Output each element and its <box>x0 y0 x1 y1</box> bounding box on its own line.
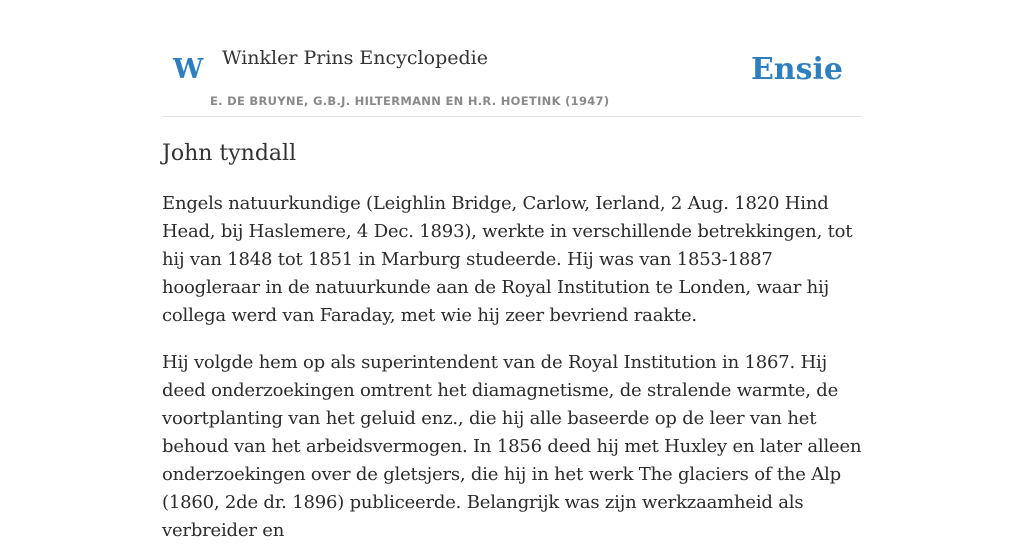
article-title: John tyndall <box>162 141 297 166</box>
article-paragraph-2: Hij volgde hem op als superintendent van de Royal Institution in 1867. Hij deed onderzoekingen omtrent het diamagnetisme, de stralende warmte, de voortplanting van het geluid enz., die hij alle baseerde op de leer van het behoud van het arbeidsvermogen. In 1856 deed hij met Huxley en later alleen onderzoekingen over de gletsjers, die hij in het werk The glaciers of the Alp (1860, 2de dr. 1896) publiceerde. Belangrijk was zijn werkzaamheid als verbreider en <box>162 352 862 541</box>
winkler-prins-logo-icon[interactable]: W <box>173 54 204 85</box>
article <box>162 136 862 545</box>
source-authors: E. DE BRUYNE, G.B.J. HILTERMANN EN H.R. HOETINK (1947) <box>210 94 610 108</box>
source-header <box>162 0 862 117</box>
source-title[interactable]: Winkler Prins Encyclopedie <box>222 47 488 69</box>
ensie-logo[interactable]: Ensie <box>750 52 843 87</box>
article-paragraph-1: Engels natuurkundige (Leighlin Bridge, Carlow, Ierland, 2 Aug. 1820 Hind Head, bij Haslemere, 4 Dec. 1893), werkte in verschillende betrekkingen, tot hij van 1848 tot 1851 in Marburg studeerde. Hij was van 1853-1887 hoogleraar in de natuurkunde aan de Royal Institution te Londen, waar hij collega werd van Faraday, met wie hij zeer bevriend raakte. <box>162 193 853 326</box>
